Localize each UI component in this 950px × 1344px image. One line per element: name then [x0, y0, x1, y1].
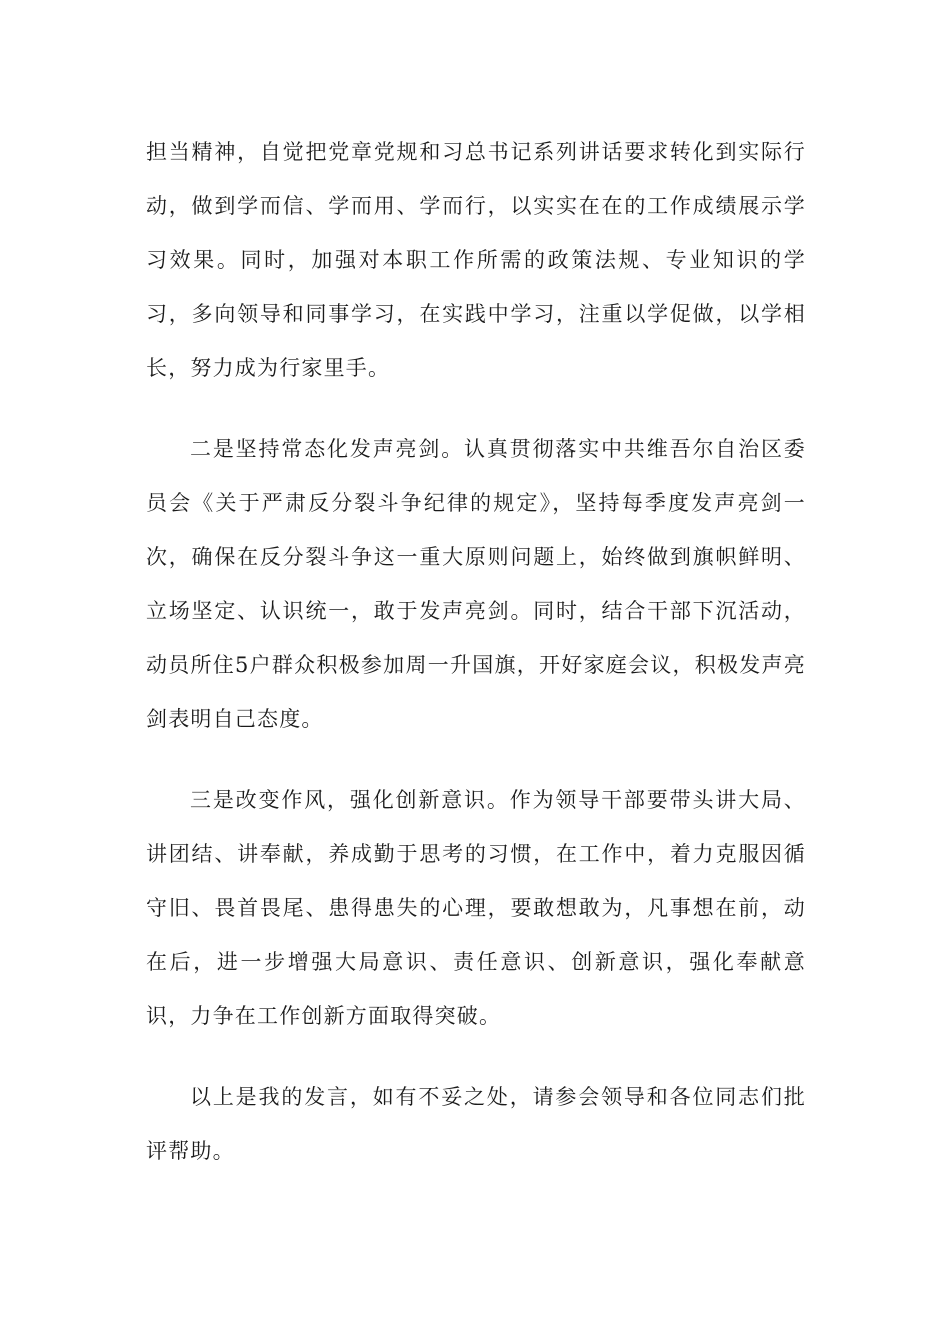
paragraph-point-two: 二是坚持常态化发声亮剑。认真贯彻落实中共维吾尔自治区委员会《关于严肃反分裂斗争纪律的规定》，坚持每季度发声亮剑一次，确保在反分裂斗争这一重大原则问题上，始终做到旗帜鲜明、立场坚定、认识统一，敢于发声亮剑。同时，结合干部下沉活动，动员所住5户群众积极参加周一升国旗，开好家庭会议，积极发声亮剑表明自己态度。	[146, 437, 806, 731]
paragraph-point-three: 三是改变作风，强化创新意识。作为领导干部要带头讲大局、讲团结、讲奉献，养成勤于思考的习惯，在工作中，着力克服因循守旧、畏首畏尾、患得患失的心理，要敢想敢为，凡事想在前，动在后，进一步增强大局意识、责任意识、创新意识，强化奉献意识，力争在工作创新方面取得突破。	[146, 788, 806, 1028]
paragraph-continuation: 担当精神，自觉把党章党规和习总书记系列讲话要求转化到实际行动，做到学而信、学而用、学而行，以实实在在的工作成绩展示学习效果。同时，加强对本职工作所需的政策法规、专业知识的学习，多向领导和同事学习，在实践中学习，注重以学促做，以学相长，努力成为行家里手。	[146, 140, 806, 380]
document-body	[146, 125, 806, 1205]
paragraph-closing: 以上是我的发言，如有不妥之处，请参会领导和各位同志们批评帮助。	[146, 1085, 806, 1163]
